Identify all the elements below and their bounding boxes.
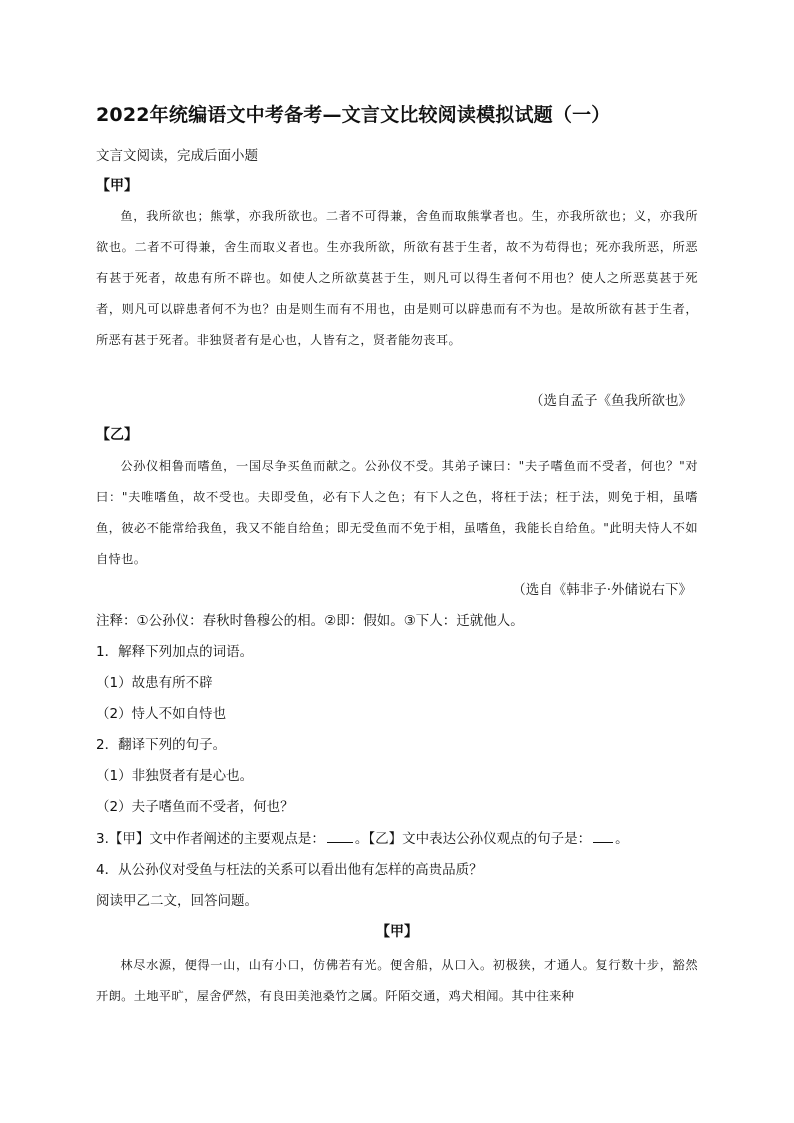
instruction-text: 文言文阅读，完成后面小题 (96, 148, 258, 164)
question-1-item-1: （1）故患有所不辟 (96, 675, 213, 691)
read-instruction-2: 阅读甲乙二文，回答问题。 (96, 893, 258, 909)
question-3 (96, 829, 629, 849)
question-2-item-2: （2）夫子嗜鱼而不受者，何也？ (96, 799, 294, 815)
passage-jia-text: 鱼，我所欲也；熊掌，亦我所欲也。二者不可得兼，舍鱼而取熊掌者也。生，亦我所欲也；义，亦我所欲也。二者不可得兼，舍生而取义者也。生亦我所欲，所欲有甚于生者，故不为苟得也；死亦我所恶，所恶有甚于死者，故患有所不辟也。如使人之所欲莫甚于生，则凡可以得生者何不用也？使人之所恶莫甚于死者，则凡可以辟患者何不为也？由是则生而有不用也，由是则可以辟患而有不为也。是故所欲有甚于生者，所恶有甚于死者。非独贤者有是心也，人皆有之，贤者能勿丧耳。 (96, 209, 698, 347)
answer-blank-1[interactable] (327, 829, 353, 843)
question-2: 2．翻译下列的句子。 (96, 737, 227, 753)
answer-blank-2[interactable] (593, 829, 613, 843)
question-1-item-2: （2）恃人不如自恃也 (96, 706, 227, 722)
question-3-part-c: 。 (615, 831, 629, 847)
notes-text: 注释：①公孙仪：春秋时鲁穆公的相。②即：假如。③下人：迁就他人。 (96, 613, 524, 629)
passage-yi-source: （选自《韩非子·外储说右下》 (512, 582, 692, 598)
question-1: 1．解释下列加点的词语。 (96, 644, 254, 660)
passage-jia-label: 【甲】 (96, 178, 138, 194)
passage-jia2-label: 【甲】 (376, 924, 418, 940)
question-3-part-b: 。【乙】文中表达公孙仪观点的句子是： (354, 831, 592, 847)
question-2-item-1: （1）非独贤者有是心也。 (96, 768, 254, 784)
question-3-part-a: 3.【甲】文中作者阐述的主要观点是： (96, 831, 325, 847)
passage-yi-text: 公孙仪相鲁而嗜鱼，一国尽争买鱼而献之。公孙仪不受。其弟子谏曰："夫子嗜鱼而不受者，何也？"对曰："夫唯嗜鱼，故不受也。夫即受鱼，必有下人之色；有下人之色，将枉于法；枉于法，则免于相，虽嗜鱼，彼必不能常给我鱼，我又不能自给鱼；即无受鱼而不免于相，虽嗜鱼，我能长自给鱼。"此明夫恃人不如自恃也。 (96, 459, 698, 566)
page-title: 2022年统编语文中考备考—文言文比较阅读模拟试题（一） (96, 104, 611, 126)
passage-jia2-text: 林尽水源，便得一山，山有小口，仿佛若有光。便舍船，从口入。初极狭，才通人。复行数十步，豁然开朗。土地平旷，屋舍俨然，有良田美池桑竹之属。阡陌交通，鸡犬相闻。其中往来种 (96, 958, 698, 1003)
passage-jia-source: （选自孟子《鱼我所欲也》 (530, 393, 692, 409)
question-4: 4．从公孙仪对受鱼与枉法的关系可以看出他有怎样的高贵品质？ (96, 862, 483, 878)
passage-yi-label: 【乙】 (96, 427, 138, 443)
